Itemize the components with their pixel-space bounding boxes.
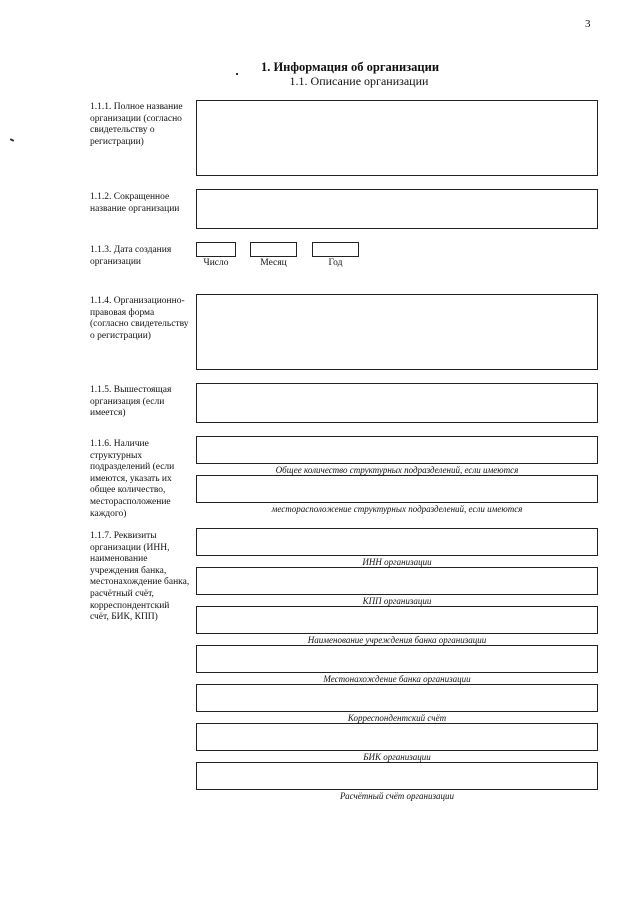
section-title: 1. Информация об организации [260, 60, 440, 74]
kpp-field[interactable] [196, 567, 598, 595]
label-subdivisions: 1.1.6. Наличие структурных подразделений (если имеются, указать их общее количество, месторасположение каждого) [90, 439, 175, 519]
caption-corr-account: Корреспондентский счёт [347, 713, 447, 723]
date-day-caption: Число [203, 258, 229, 268]
bik-field[interactable] [196, 723, 598, 751]
page-number: 3 [585, 18, 591, 30]
label-legal-form: 1.1.4. Организационно-правовая форма (согласно свидетельству о регистрации) [90, 296, 189, 341]
subsection-title: 1.1. Описание организации [289, 74, 429, 88]
caption-kpp: КПП организации [362, 596, 432, 606]
label-short-name: 1.1.2. Сокращенное название организации [90, 192, 180, 214]
caption-inn: ИНН организации [362, 557, 432, 567]
date-month-caption: Месяц [260, 258, 287, 268]
corr-account-field[interactable] [196, 684, 598, 712]
caption-bank-name: Наименование учреждения банка организации [307, 635, 487, 645]
short-name-field[interactable] [196, 189, 598, 229]
full-name-field[interactable] [196, 100, 598, 176]
caption-sub-count: Общее количество структурных подразделений, если имеются [275, 465, 519, 475]
date-day-field[interactable] [196, 242, 236, 257]
scan-speck [236, 73, 238, 75]
label-requisites: 1.1.7. Реквизиты организации (ИНН, наименование учреждения банка, местонахождение банка, расчётный счёт, корреспондентский счёт, БИК, КПП) [90, 531, 190, 623]
parent-org-field[interactable] [196, 383, 598, 423]
inn-field[interactable] [196, 528, 598, 556]
settlement-account-field[interactable] [196, 762, 598, 790]
legal-form-field[interactable] [196, 294, 598, 370]
sub-count-field[interactable] [196, 436, 598, 464]
sub-location-field[interactable] [196, 475, 598, 503]
label-creation-date: 1.1.3. Дата создания организации [90, 245, 172, 267]
label-parent-org: 1.1.5. Вышестоящая организация (если имеется) [90, 385, 172, 419]
date-year-field[interactable] [312, 242, 359, 257]
date-month-field[interactable] [250, 242, 297, 257]
date-year-caption: Год [328, 258, 343, 268]
caption-bank-location: Местонахождение банка организации [323, 674, 471, 684]
bank-name-field[interactable] [196, 606, 598, 634]
caption-settlement-account: Расчётный счёт организации [339, 791, 455, 801]
bank-location-field[interactable] [196, 645, 598, 673]
scan-speck [10, 138, 14, 142]
caption-sub-location: месторасположение структурных подразделений, если имеются [271, 504, 523, 514]
caption-bik: БИК организации [363, 752, 431, 762]
label-full-name: 1.1.1. Полное название организации (согласно свидетельству о регистрации) [90, 102, 183, 147]
